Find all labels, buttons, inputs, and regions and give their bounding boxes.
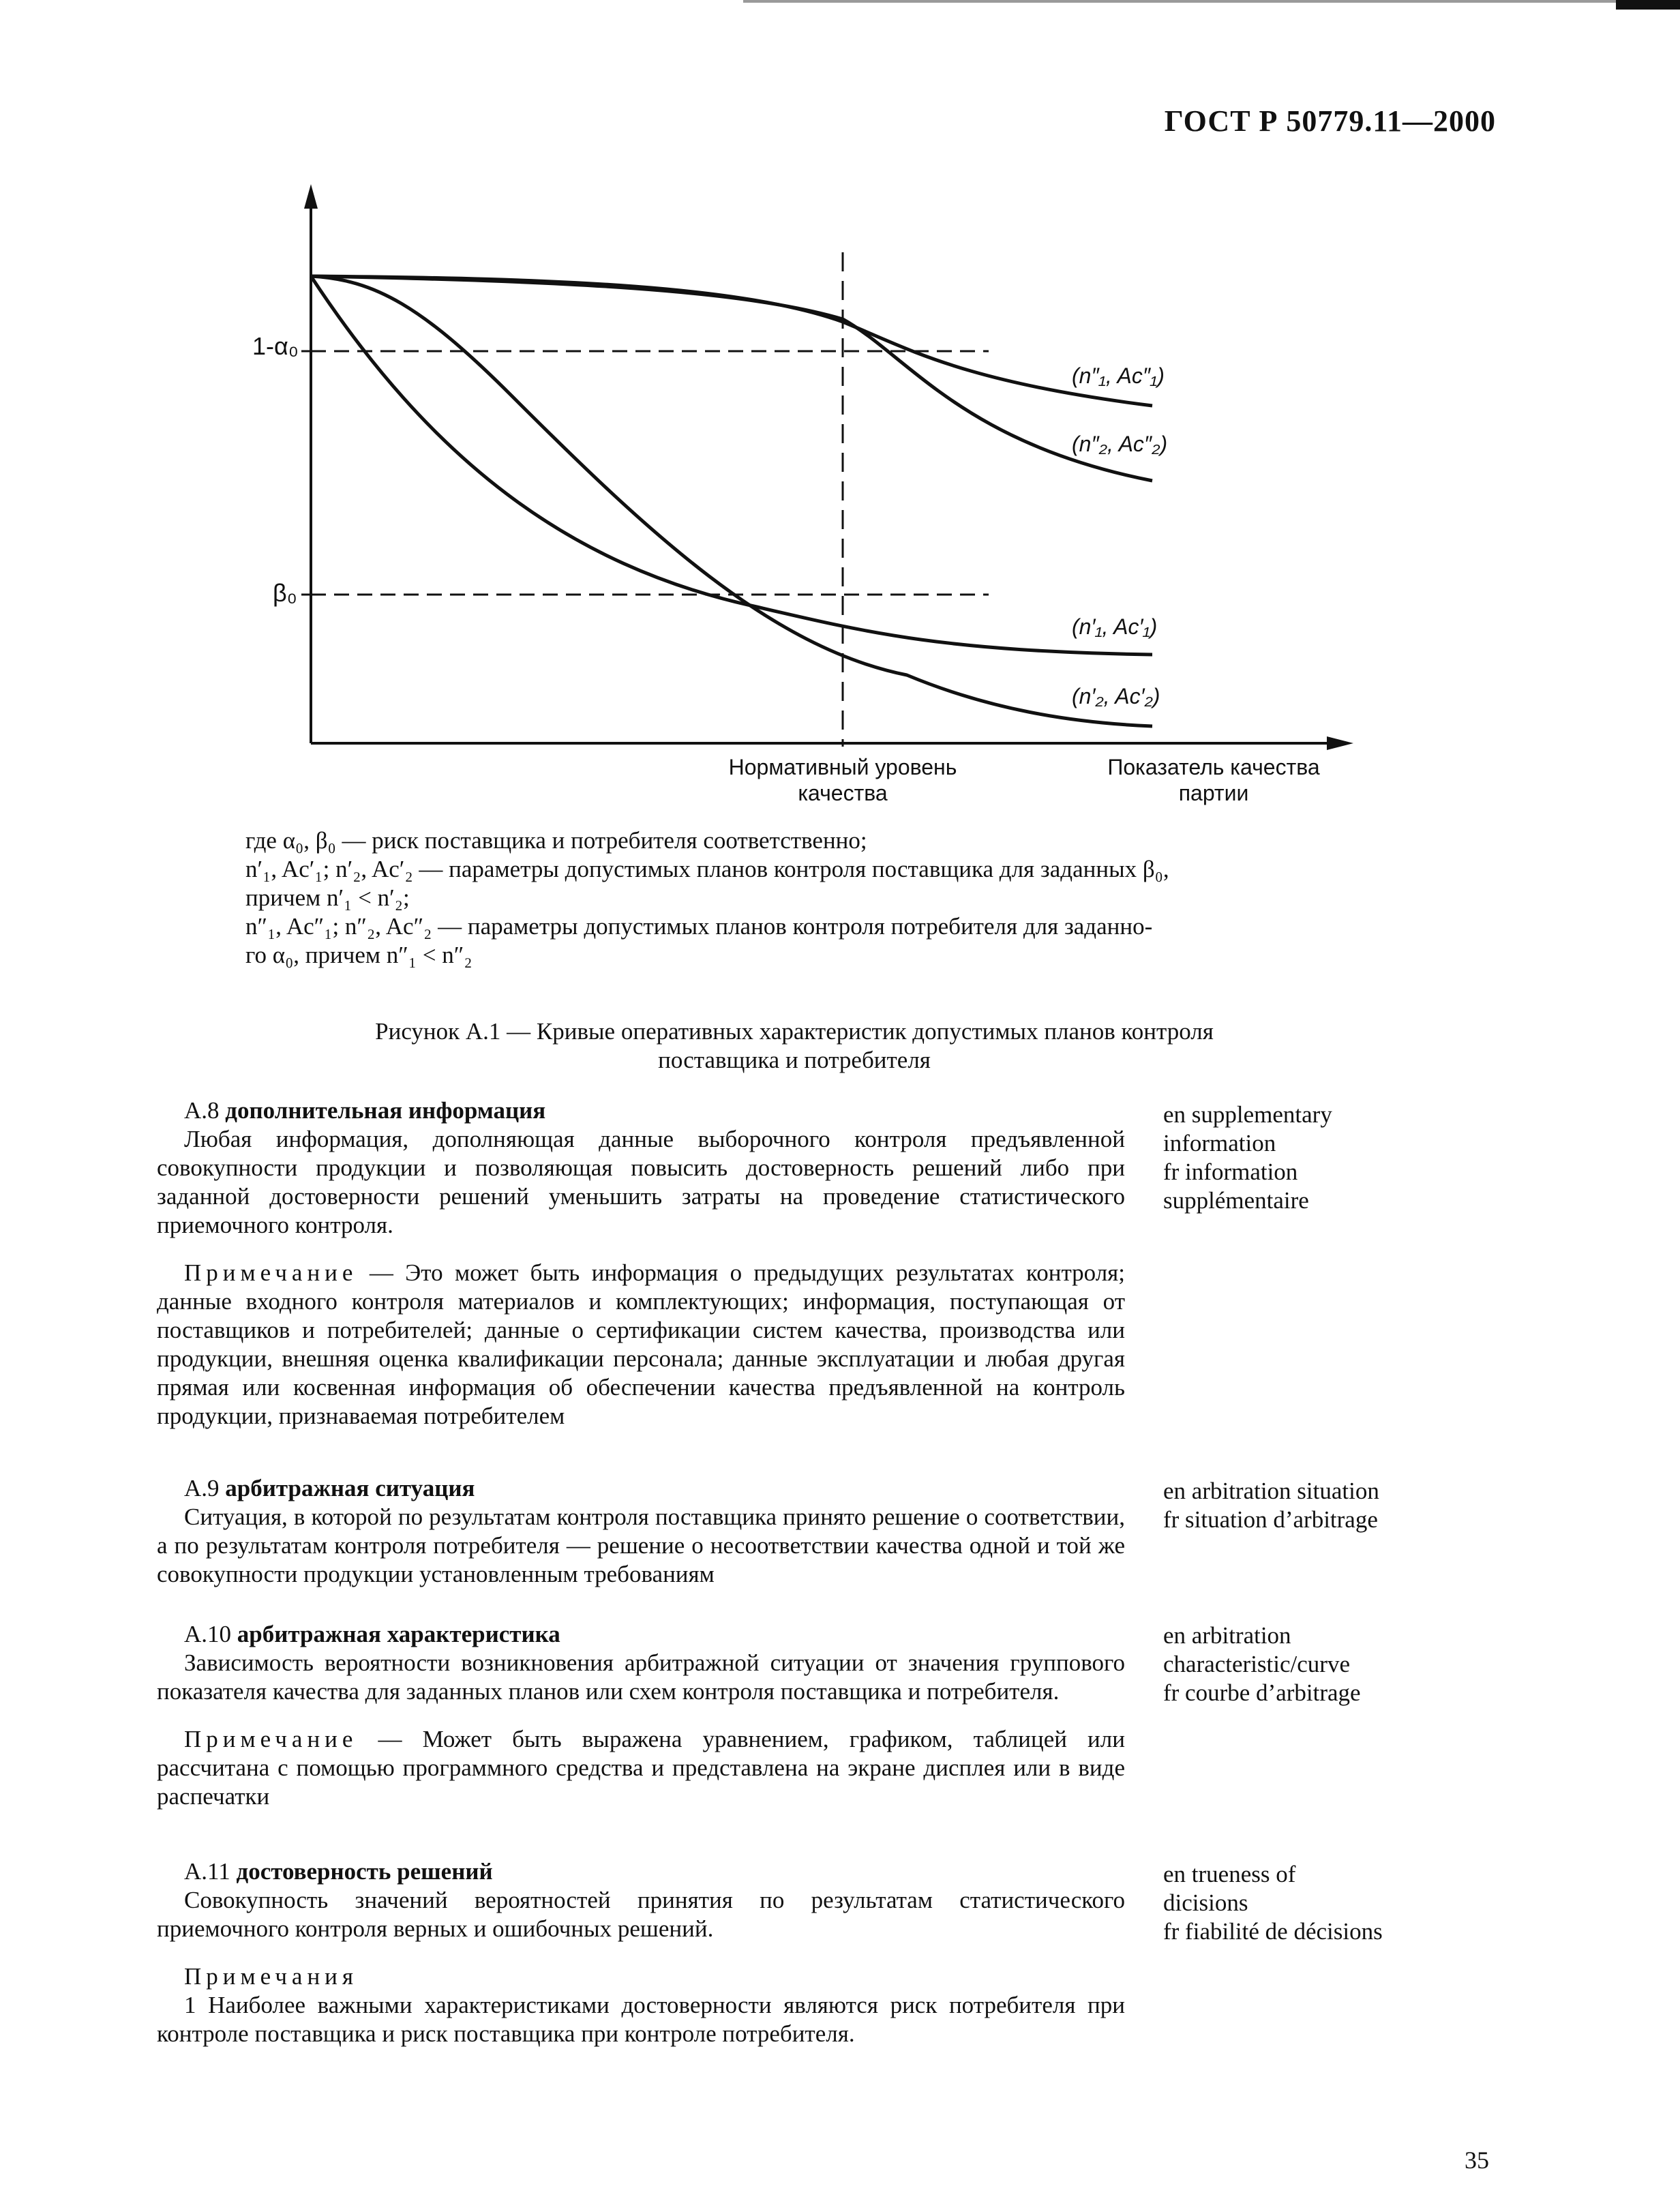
note-item: 1 Наиболее важными характеристиками достоверности являются риск потребителя при контроле поставщика и риск поставщика при контроле потребителя. <box>157 1992 1125 2047</box>
fr-term: fr courbe d’arbitrage <box>1163 1679 1361 1706</box>
en-term: information <box>1163 1130 1276 1156</box>
term-name: достоверность решений <box>236 1858 493 1885</box>
term-number: А.9 <box>184 1475 220 1501</box>
note-label: Примечание <box>184 1259 358 1286</box>
section-a11 <box>157 1857 1125 2048</box>
en-term: en arbitration situation <box>1163 1478 1379 1504</box>
section-a8 <box>157 1096 1125 1431</box>
side-terms-a10 <box>1163 1621 1477 1707</box>
x-axis-arrow <box>1327 736 1353 750</box>
term-heading <box>157 1096 1125 1125</box>
term-name: дополнительная информация <box>225 1097 546 1124</box>
term-definition: Ситуация, в которой по результатам контроля поставщика принято решение о соответствии, а по результатам контроля потребителя — решение о несоответствии качества одной и той же совокупности продукции установленным требованиям <box>157 1504 1125 1587</box>
fr-term: fr situation d’arbitrage <box>1163 1506 1378 1533</box>
en-term: en supplementary <box>1163 1101 1332 1128</box>
figure-legend <box>245 826 1350 970</box>
curve-consumer-1-label: (n″₁, Ac″₁) <box>1072 363 1165 388</box>
fr-term: supplémentaire <box>1163 1187 1309 1214</box>
section-a10 <box>157 1620 1125 1811</box>
term-definition: Любая информация, дополняющая данные выборочного контроля предъявленной совокупности продукции и позволяющая повысить достоверность решений либо при заданной достоверности решений уменьшить затраты на проведение статистического приемочного контроля. <box>157 1126 1125 1238</box>
caption-line: поставщика и потребителя <box>658 1047 931 1073</box>
legend-line: причем n′₁ < n′₂; <box>245 884 410 911</box>
figure-caption <box>245 1017 1343 1075</box>
note-label: Примечание <box>184 1726 358 1752</box>
term-name: арбитражная характеристика <box>237 1621 560 1647</box>
en-term: characteristic/curve <box>1163 1651 1350 1677</box>
legend-line: где α₀, β₀ — риск поставщика и потребителя соответственно; <box>245 827 867 854</box>
top-rule <box>743 0 1680 3</box>
fr-term: fr information <box>1163 1158 1298 1185</box>
term-definition: Совокупность значений вероятностей принятия по результатам статистического приемочного контроля верных и ошибочных решений. <box>157 1887 1125 1942</box>
oc-curves-figure <box>225 170 1384 825</box>
note-text: — Может быть выражена уравнением, графиком, таблицей или рассчитана с помощью программного средства и представлена на экране дисплея или в виде распечатки <box>157 1726 1125 1810</box>
normative-label-line1: Нормативный уровень <box>728 755 957 779</box>
notes-label: Примечания <box>184 1963 359 1990</box>
alpha-level-label: 1-α₀ <box>252 332 299 360</box>
term-number: А.8 <box>184 1097 220 1124</box>
legend-line: го α₀, причем n″₁ < n″₂ <box>245 942 472 968</box>
curve-supplier-1-label: (n′₁, Ac′₁) <box>1072 614 1158 639</box>
fr-term: fr fiabilité de décisions <box>1163 1918 1383 1945</box>
term-note <box>157 1259 1125 1431</box>
term-heading <box>157 1857 1125 1886</box>
curve-supplier-1 <box>311 276 1152 655</box>
section-a9 <box>157 1474 1125 1589</box>
note-text: — Это может быть информация о предыдущих результатах контроля; данные входного контроля материалов и комплектующих; информация, поступающая от поставщиков и потребителей; данные о сертификации систем качества, производства или продукции, внешняя оценка квалификации персонала; данные эксплуатации и любая другая прямая или косвенная информация об обеспечении качества предъявленной на контроль продукции, признаваемая потребителем <box>157 1259 1125 1429</box>
curve-consumer-2-label: (n″₂, Ac″₂) <box>1072 432 1168 456</box>
side-terms-a11 <box>1163 1860 1477 1946</box>
term-number: А.10 <box>184 1621 232 1647</box>
curve-supplier-2-label: (n′₂, Ac′₂) <box>1072 684 1160 708</box>
side-terms-a8 <box>1163 1101 1477 1215</box>
beta-level-label: β₀ <box>273 579 297 607</box>
x-axis-label-line1: Показатель качества <box>1107 755 1320 779</box>
term-number: А.11 <box>184 1858 230 1885</box>
x-axis-label-line2: партии <box>1178 781 1249 805</box>
en-term: en trueness of <box>1163 1861 1296 1887</box>
legend-line: n″₁, Ac″₁; n″₂, Ac″₂ — параметры допустимых планов контроля потребителя для заданно- <box>245 913 1153 940</box>
en-term: en arbitration <box>1163 1622 1291 1649</box>
term-note <box>157 1725 1125 1811</box>
term-heading <box>157 1620 1125 1649</box>
side-terms-a9 <box>1163 1477 1477 1534</box>
y-axis-arrow <box>304 184 318 209</box>
curve-consumer-2 <box>311 276 1152 481</box>
top-mark <box>1616 0 1680 10</box>
term-heading <box>157 1474 1125 1503</box>
curve-consumer-1 <box>311 276 1152 406</box>
en-term: dicisions <box>1163 1889 1248 1916</box>
caption-line: Рисунок А.1 — Кривые оперативных характеристик допустимых планов контроля <box>375 1018 1214 1045</box>
normative-label-line2: качества <box>798 781 888 805</box>
legend-line: n′₁, Ac′₁; n′₂, Ac′₂ — параметры допустимых планов контроля поставщика для заданных β₀, <box>245 856 1169 882</box>
page-number: 35 <box>1465 2146 1489 2174</box>
term-name: арбитражная ситуация <box>225 1475 475 1501</box>
curve-supplier-2 <box>311 276 1152 726</box>
term-definition: Зависимость вероятности возникновения арбитражной ситуации от значения группового показателя качества для заданных планов или схем контроля поставщика и потребителя. <box>157 1649 1125 1705</box>
page-header: ГОСТ Р 50779.11—2000 <box>1164 104 1496 138</box>
notes-heading <box>157 1962 1125 1991</box>
